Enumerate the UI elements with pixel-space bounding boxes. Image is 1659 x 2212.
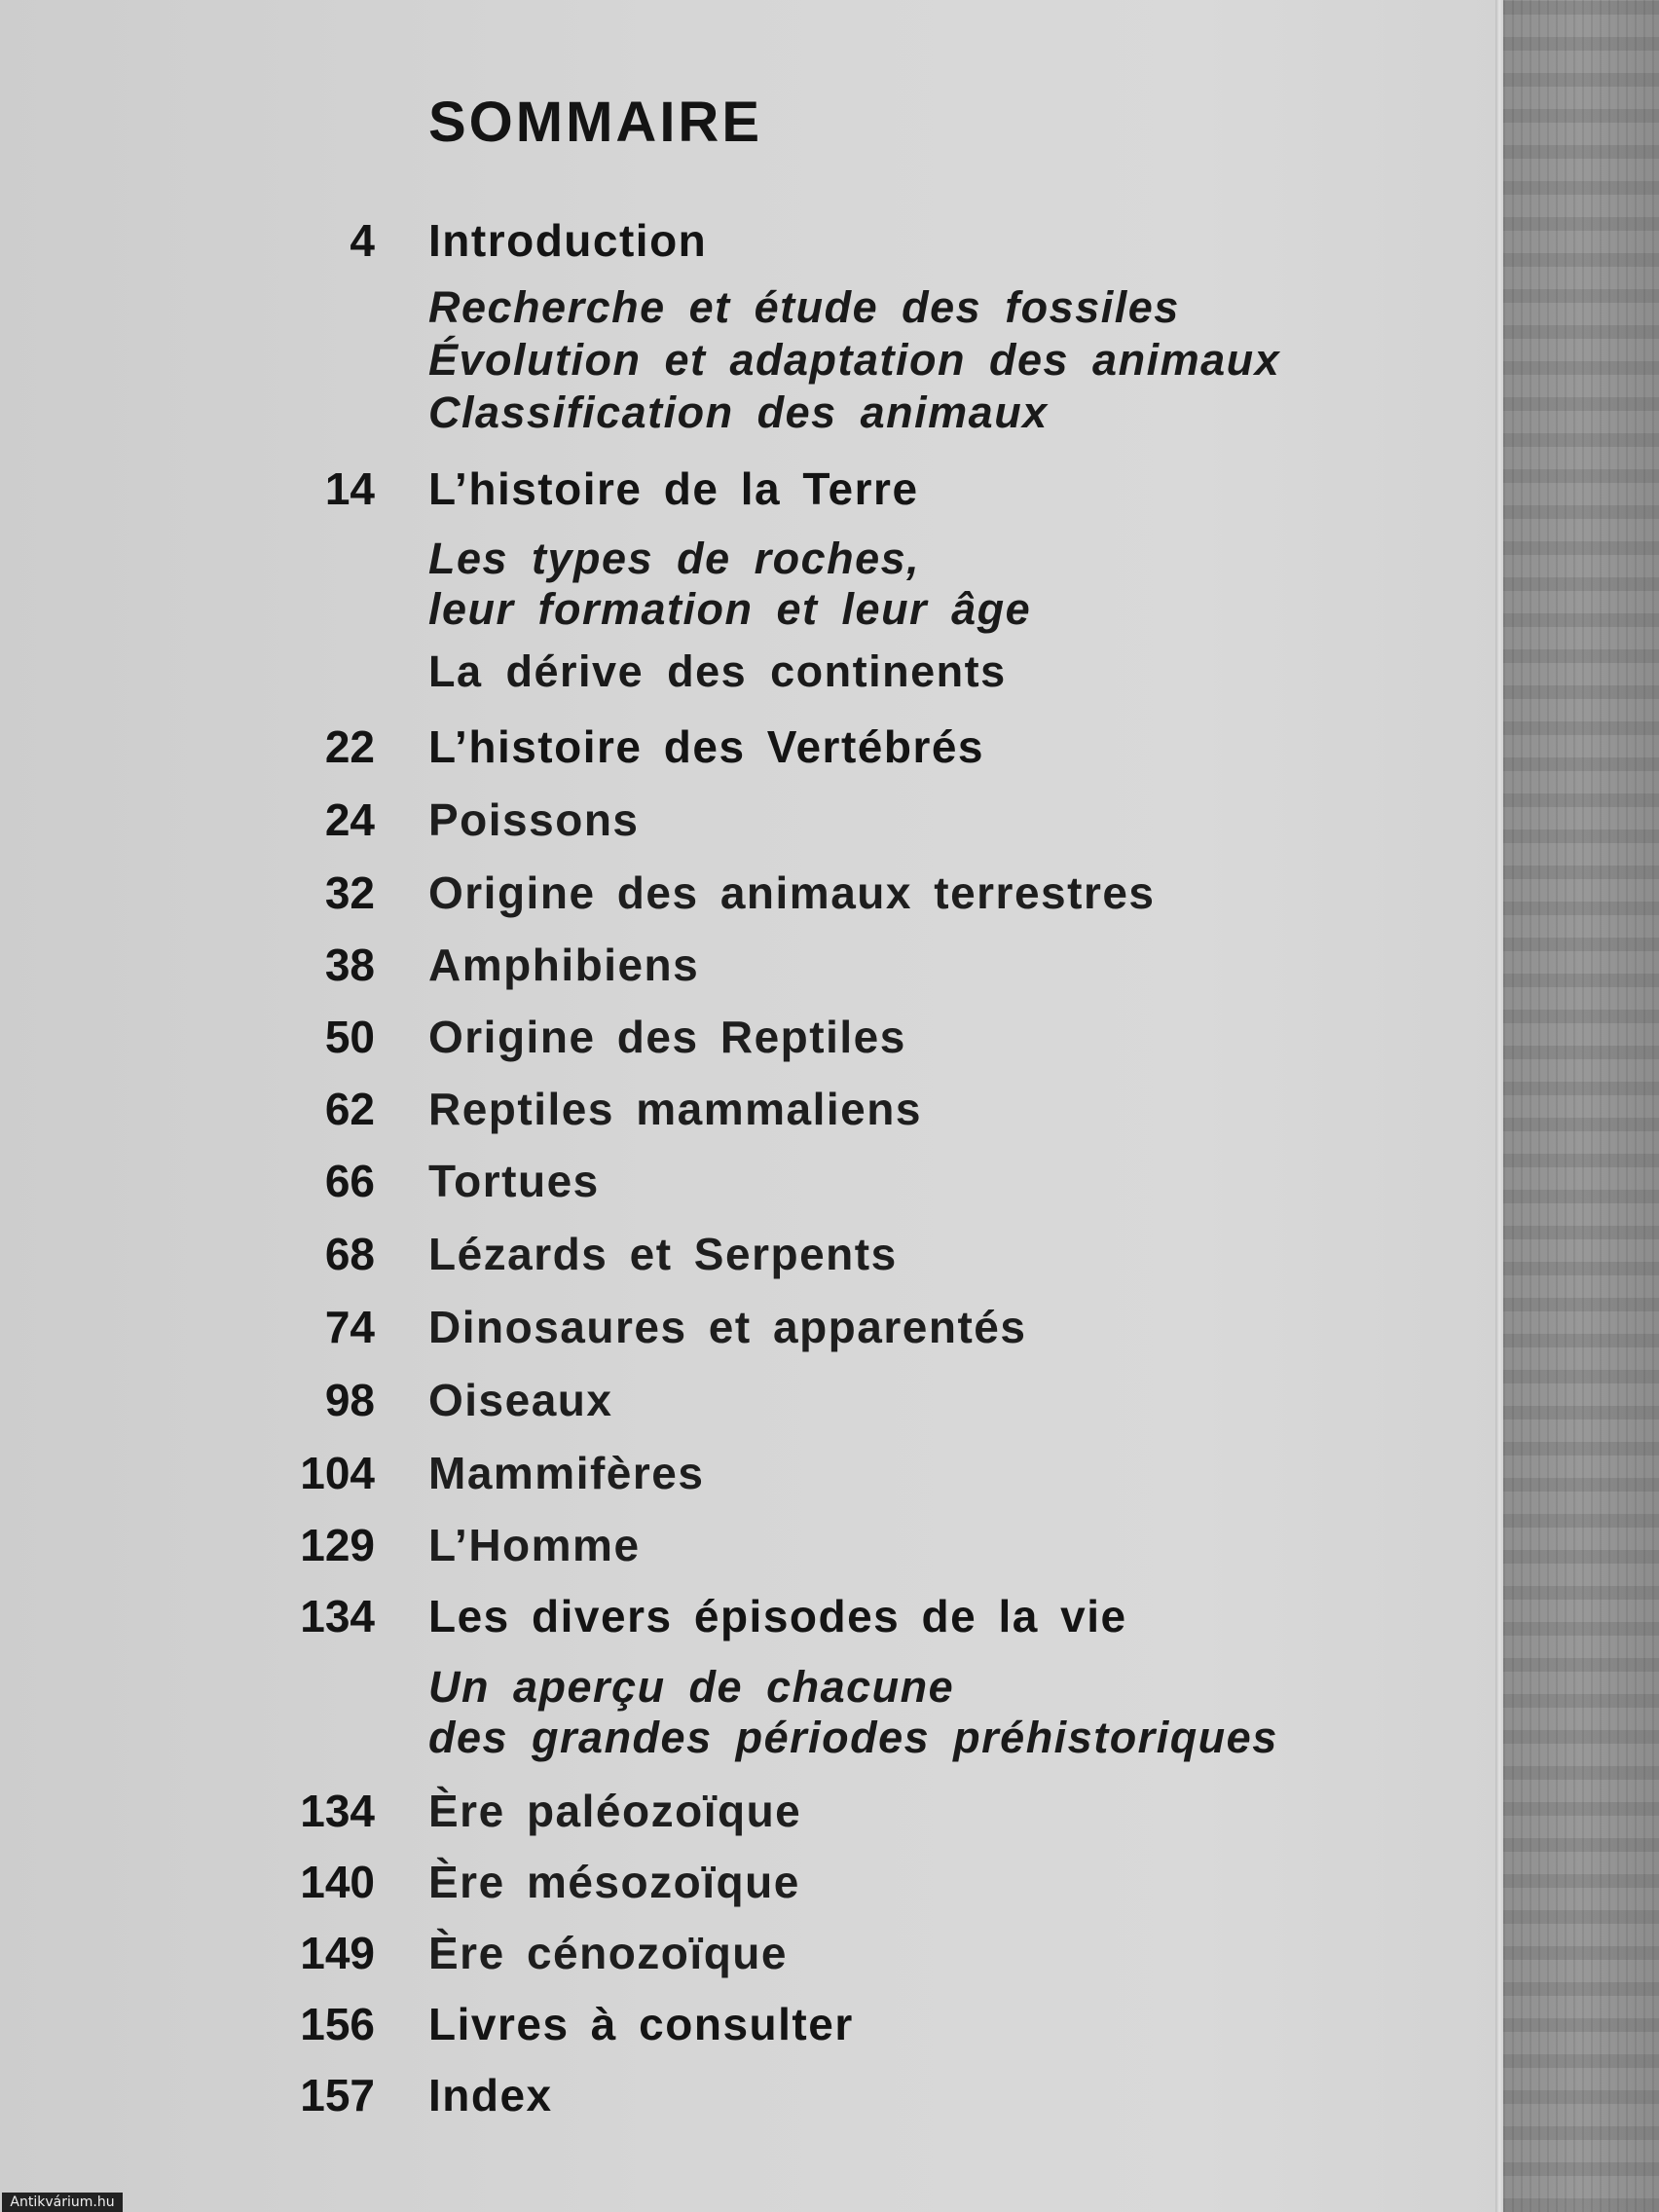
entry-title: L’histoire des Vertébrés	[428, 721, 985, 772]
entry-title: Amphibiens	[428, 940, 700, 990]
subtopic: leur formation et leur âge	[428, 584, 1032, 634]
entry-title: Reptiles mammaliens	[428, 1084, 922, 1134]
entry-title: Dinosaures et apparentés	[428, 1302, 1027, 1352]
entry-title: Oiseaux	[428, 1375, 613, 1425]
subtopic: des grandes périodes préhistoriques	[428, 1713, 1278, 1762]
watermark: Antikvárium.hu	[2, 2193, 123, 2212]
page-number: 157	[300, 2070, 375, 2120]
subtopic: Classification des animaux	[428, 387, 1049, 437]
entry-title: L’Homme	[428, 1520, 641, 1570]
page-number: 32	[324, 867, 375, 918]
page-number: 129	[300, 1520, 375, 1570]
entry-title: Origine des animaux terrestres	[428, 867, 1156, 918]
page-number: 98	[324, 1375, 375, 1425]
page-number: 134	[300, 1591, 375, 1641]
page-number: 14	[324, 463, 375, 514]
page-number: 24	[324, 794, 375, 845]
entry-title: Mammifères	[428, 1448, 705, 1498]
entry-title: Poissons	[428, 794, 640, 845]
page-number: 38	[324, 940, 375, 990]
page-number: 22	[324, 721, 375, 772]
subtopic: Recherche et étude des fossiles	[428, 282, 1180, 332]
page-number: 140	[300, 1857, 375, 1907]
subtopic: Un aperçu de chacune	[428, 1662, 955, 1712]
entry-title: Lézards et Serpents	[428, 1229, 898, 1279]
page-number: 104	[300, 1448, 375, 1498]
entry-title: Ère cénozoïque	[428, 1928, 788, 1978]
page-number: 134	[300, 1786, 375, 1836]
page-number: 68	[324, 1229, 375, 1279]
background-surface	[1503, 0, 1659, 2212]
page-number: 156	[300, 1999, 375, 2049]
subtopic: Les types de roches,	[428, 534, 921, 583]
entry-title: L’histoire de la Terre	[428, 463, 919, 514]
entry-title: Livres à consulter	[428, 1999, 854, 2049]
page-number: 50	[324, 1012, 375, 1062]
page-number: 74	[324, 1302, 375, 1352]
page-title: SOMMAIRE	[428, 91, 762, 154]
subtopic: La dérive des continents	[428, 646, 1007, 696]
page-number: 66	[324, 1156, 375, 1206]
entry-title: Ère paléozoïque	[428, 1786, 802, 1836]
page-number: 62	[324, 1084, 375, 1134]
entry-title: Introduction	[428, 215, 708, 266]
page-number: 4	[350, 215, 375, 266]
entry-title: Ère mésozoïque	[428, 1857, 800, 1907]
entry-title: Index	[428, 2070, 553, 2120]
page-number: 149	[300, 1928, 375, 1978]
subtopic: Évolution et adaptation des animaux	[428, 335, 1281, 385]
entry-title: Les divers épisodes de la vie	[428, 1591, 1127, 1641]
entry-title: Tortues	[428, 1156, 600, 1206]
entry-title: Origine des Reptiles	[428, 1012, 906, 1062]
